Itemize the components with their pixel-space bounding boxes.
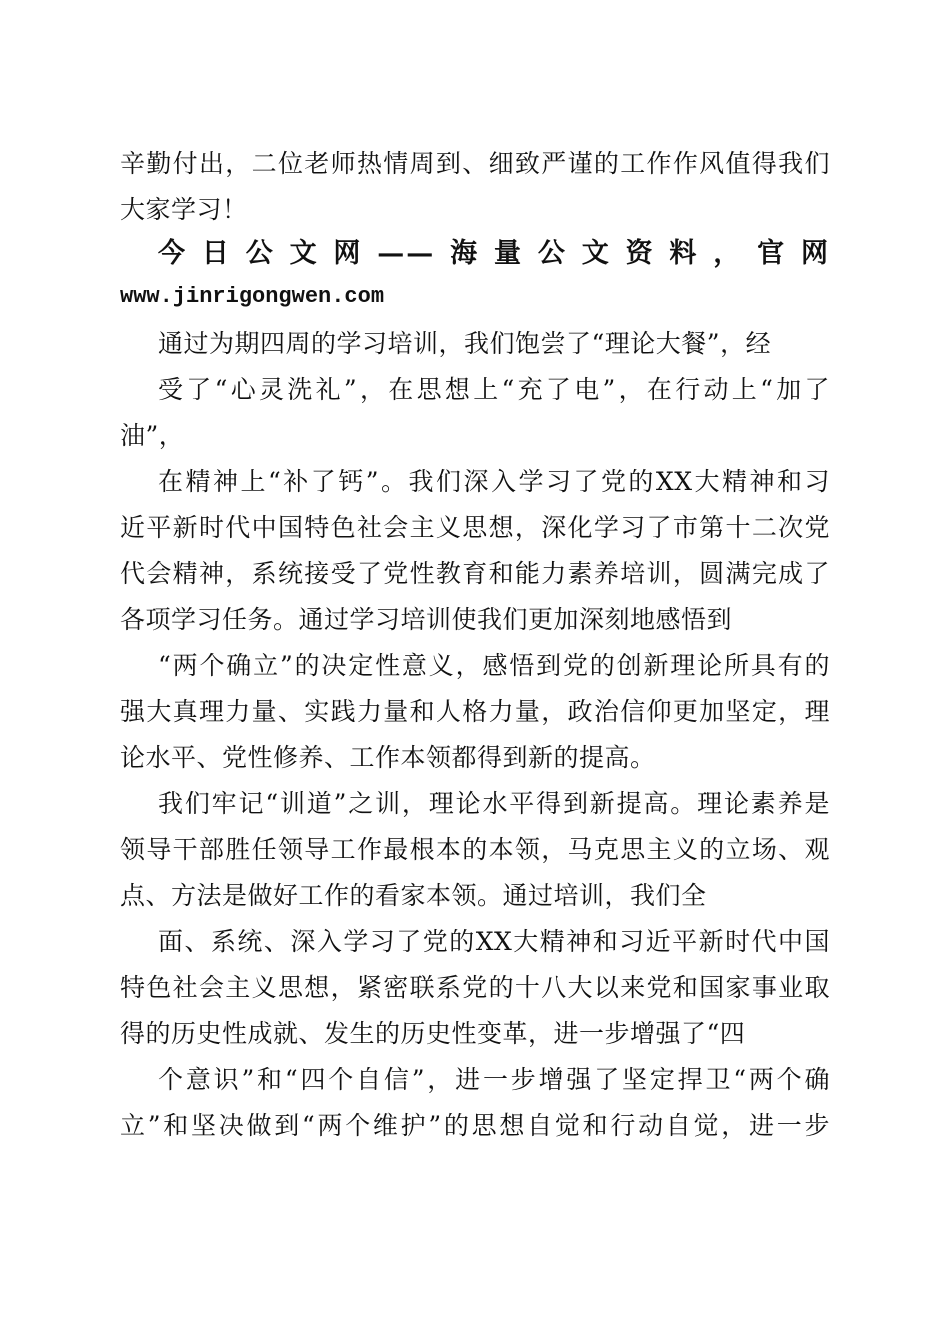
- text-line: 得的历史性成就、发生的历史性变革，进一步增强了“四: [120, 1019, 746, 1048]
- text-line: 近平新时代中国特色社会主义思想，深化学习了市第十二次党: [120, 513, 830, 542]
- text-line: 论水平、党性修养、工作本领都得到新的提高。: [120, 743, 656, 772]
- text-line: 我们牢记“训道”之训，理论水平得到新提高。理论素养是: [158, 789, 830, 818]
- text-line: 在精神上“补了钙”。我们深入学习了党的XX大精神和习: [158, 467, 830, 496]
- text-line: 油”，: [120, 421, 185, 450]
- text-line: 领导干部胜任领导工作最根本的本领，马克思主义的立场、观: [120, 835, 830, 864]
- text-line: 个意识”和“四个自信”，进一步增强了坚定捍卫“两个确: [158, 1065, 831, 1094]
- ad-banner-text: 今日公文网——海量公文资料，官网: [158, 238, 830, 269]
- text-line: 代会精神，系统接受了党性教育和能力素养培训，圆满完成了: [120, 559, 830, 588]
- text-line: 强大真理力量、实践力量和人格力量，政治信仰更加坚定，理: [120, 697, 830, 726]
- text-line: 受了“心灵洗礼”，在思想上“充了电”，在行动上“加了: [158, 375, 830, 404]
- text-line: 面、系统、深入学习了党的XX大精神和习近平新时代中国: [158, 927, 830, 956]
- text-line: “两个确立”的决定性意义，感悟到党的创新理论所具有的: [158, 651, 830, 680]
- text-line: 大家学习！: [120, 195, 248, 224]
- text-line: 通过为期四周的学习培训，我们饱尝了“理论大餐”，经: [158, 329, 772, 358]
- text-line: 点、方法是做好工作的看家本领。通过培训，我们全: [120, 881, 707, 910]
- text-line: 各项学习任务。通过学习培训使我们更加深刻地感悟到: [120, 605, 733, 634]
- text-line: 立”和坚决做到“两个维护”的思想自觉和行动自觉，进一步: [120, 1111, 830, 1140]
- text-line: 特色社会主义思想，紧密联系党的十八大以来党和国家事业取: [120, 973, 830, 1002]
- website-url: www.jinrigongwen.com: [120, 284, 385, 309]
- text-line: 辛勤付出，二位老师热情周到、细致严谨的工作作风值得我们: [120, 149, 830, 178]
